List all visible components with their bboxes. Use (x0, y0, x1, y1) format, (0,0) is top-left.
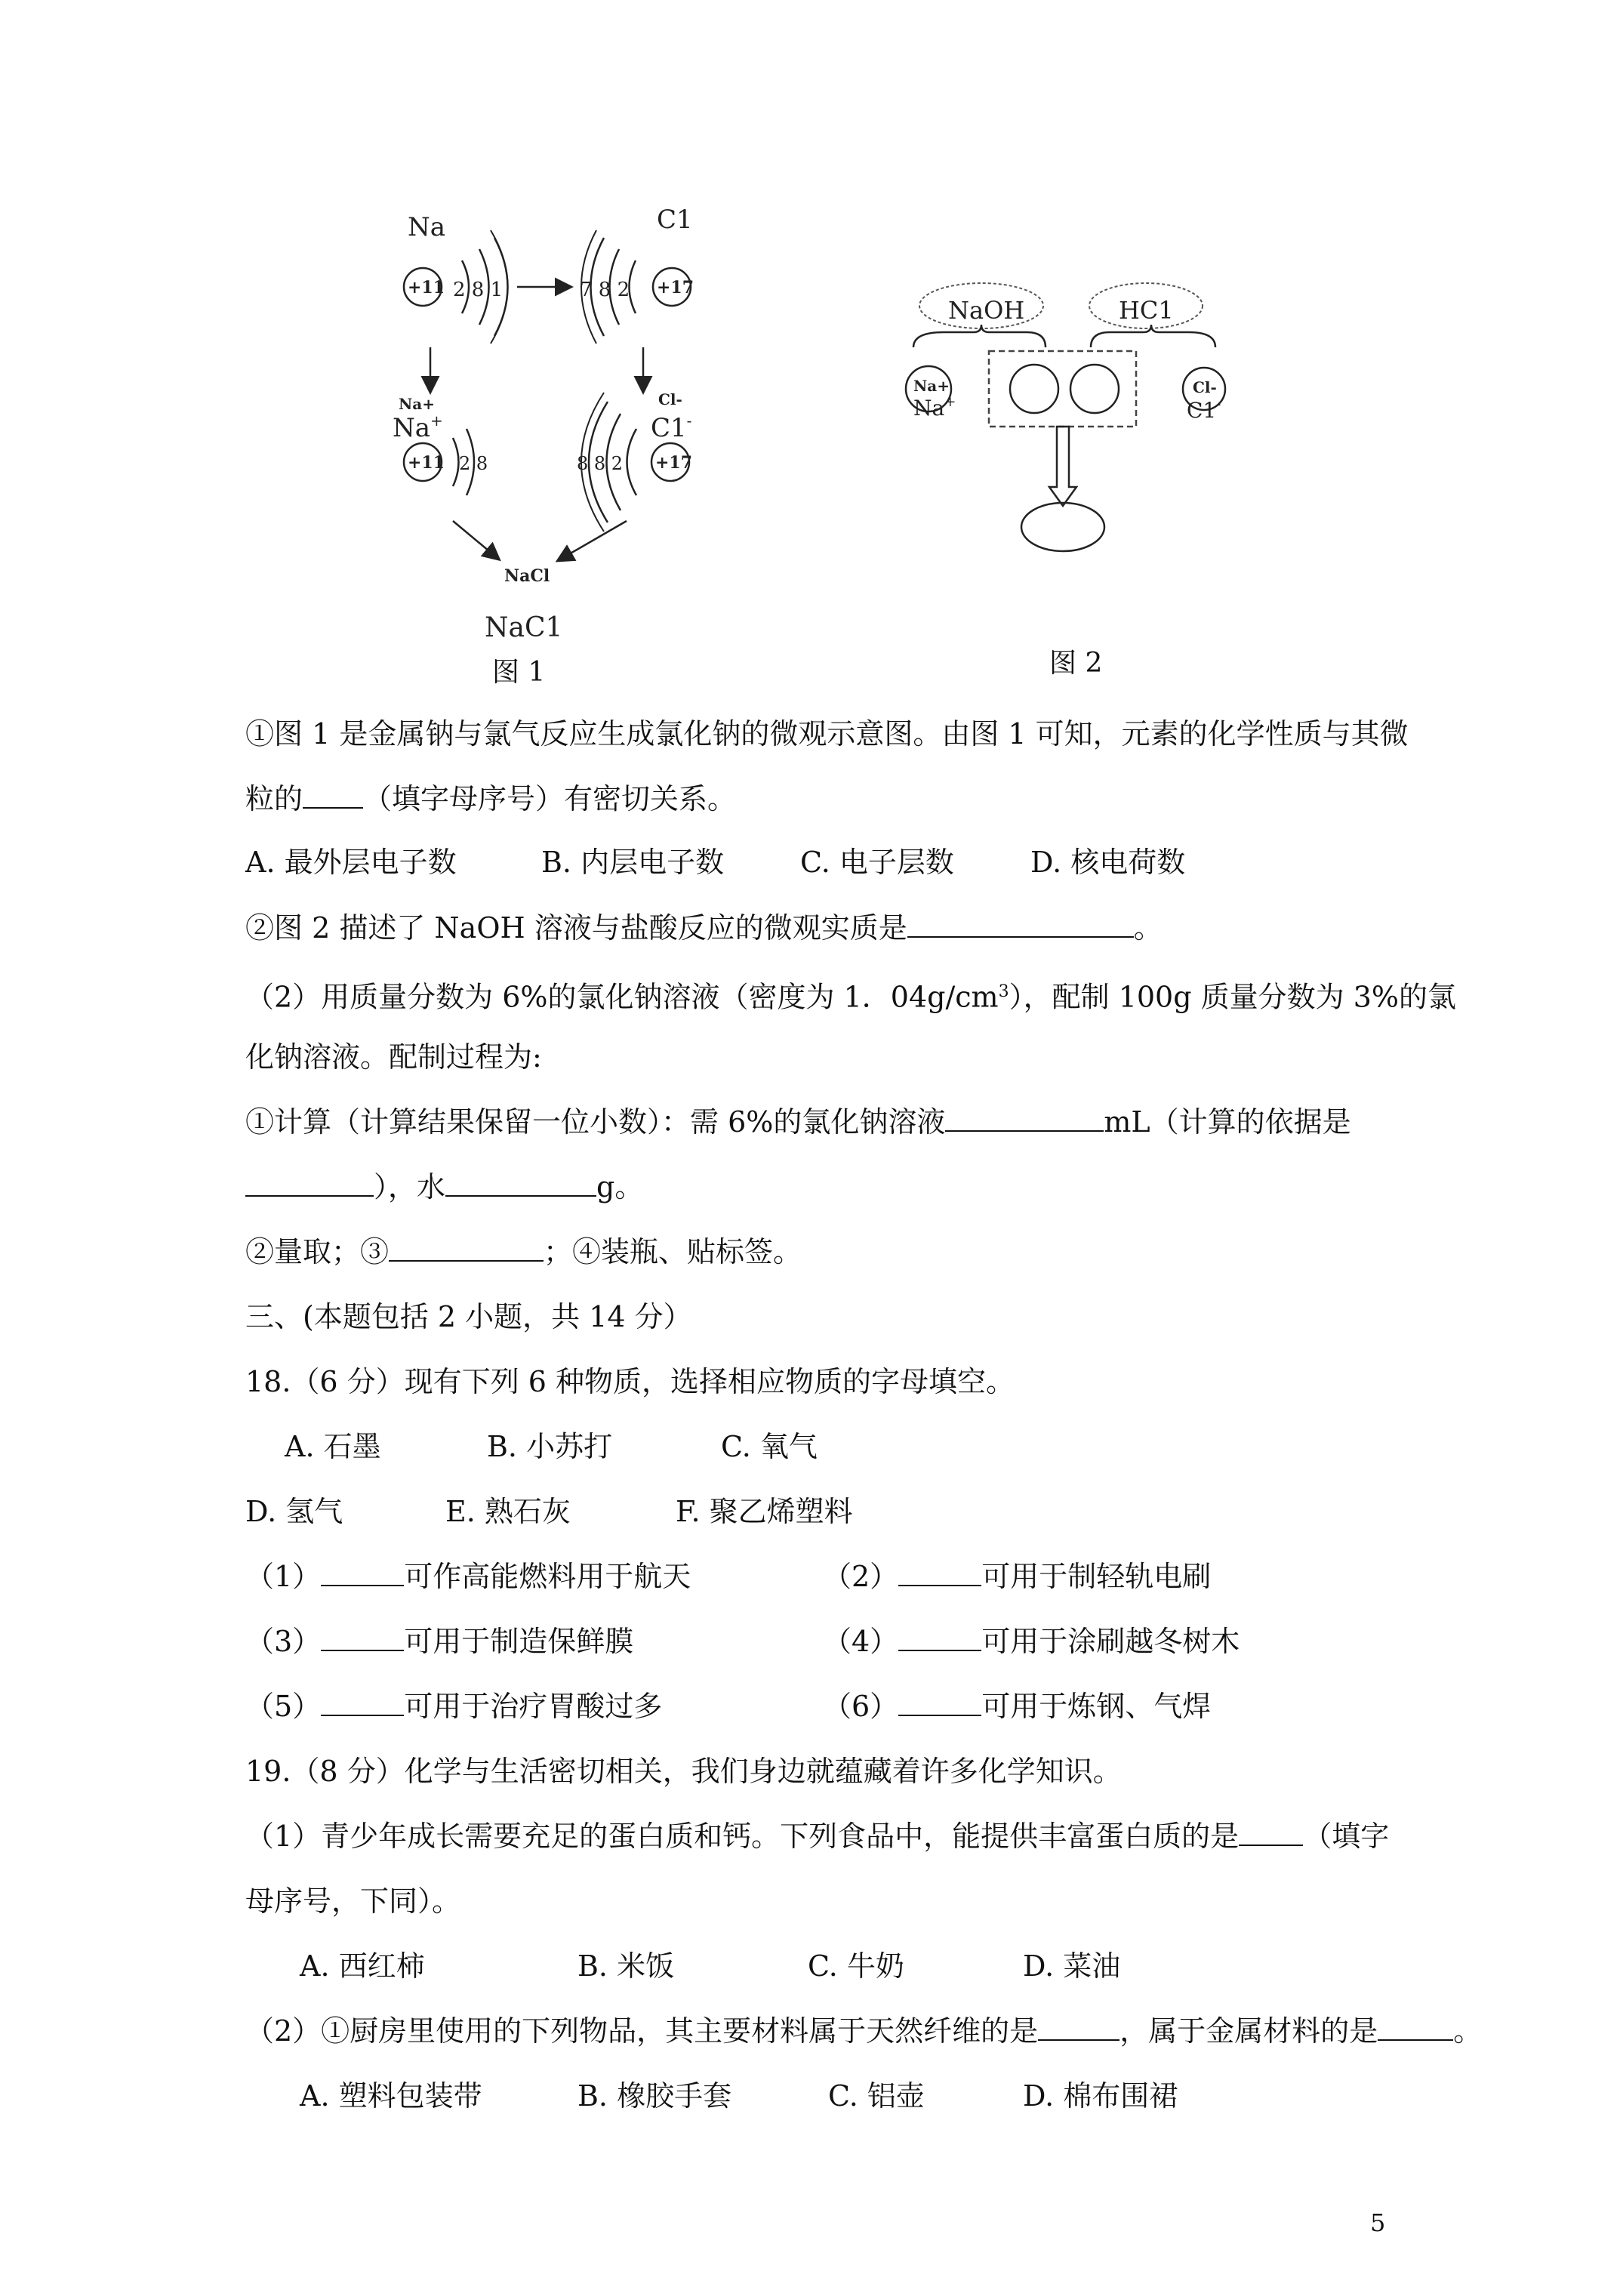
cl-ion-to-product-arrow (559, 521, 627, 560)
q18-item: （3） 可用于制造保鲜膜 (245, 1625, 634, 1658)
na-ion-shell-arc (453, 438, 459, 486)
answer-blank[interactable] (898, 1626, 981, 1651)
option: D. 菜油 (1023, 1949, 1121, 1983)
answer-blank[interactable] (945, 1106, 1104, 1132)
answer-blank[interactable] (321, 1561, 404, 1586)
option: C. 氧气 (721, 1430, 818, 1463)
hydroxide-ion-circle (1010, 365, 1058, 413)
cl-ion-label: C1- (1187, 396, 1221, 423)
figure-2-diagram (883, 272, 1261, 559)
na-shell-electrons: 2 8 1 (453, 279, 504, 301)
answer-blank[interactable] (245, 1171, 374, 1197)
na-ion-small-label: Na+ (913, 377, 950, 395)
option: A. 西红柿 (300, 1949, 425, 1983)
q18-item: （6） 可用于炼钢、气焊 (823, 1690, 1212, 1723)
answer-blank[interactable] (321, 1626, 404, 1651)
q18-item: （4） 可用于涂刷越冬树木 (823, 1625, 1240, 1658)
option: C. 电子层数 (800, 846, 954, 879)
na-ion-shell-electrons: 2 8 (459, 453, 488, 474)
option: A. 石墨 (285, 1430, 381, 1463)
question-line: 母序号，下同）。 (245, 1885, 461, 1918)
option: B. 小苏打 (487, 1430, 613, 1463)
answer-blank[interactable] (445, 1171, 596, 1197)
option: C. 铝壶 (828, 2079, 925, 2113)
section-heading: 三、(本题包括 2 小题，共 14 分） (245, 1300, 692, 1333)
na-label: Na (408, 212, 446, 242)
option: D. 核电荷数 (1030, 846, 1186, 879)
product-small-label: NaCl (504, 566, 550, 586)
naoh-brace (913, 325, 1046, 347)
question-line: ），水 g。 (245, 1169, 643, 1205)
answer-blank[interactable] (898, 1690, 981, 1716)
answer-blank[interactable] (898, 1561, 981, 1586)
figure-2-caption: 图 2 (1049, 648, 1103, 679)
question-line: （2）①厨房里使用的下列物品，其主要材料属于天然纤维的是 ，属于金属材料的是 。 (245, 2014, 1483, 2048)
answer-blank[interactable] (1038, 2015, 1119, 2041)
q18-item: （2） 可用于制轻轨电刷 (823, 1560, 1212, 1593)
cl-ion-label: C1- (651, 411, 692, 443)
na-nucleus-charge: +11 (408, 278, 445, 297)
question-line: （1）青少年成长需要充足的蛋白质和钙。下列食品中，能提供丰富蛋白质的是 （填字 (245, 1820, 1390, 1853)
option: A. 最外层电子数 (245, 846, 457, 879)
option: D. 棉布围裙 (1023, 2079, 1178, 2113)
na-ion-label: Na+ (913, 394, 956, 421)
cl-shell-electrons: 7 8 2 (580, 279, 630, 301)
option: D. 氢气 (245, 1495, 343, 1528)
na-ion-nucleus-charge: +11 (408, 453, 445, 473)
water-product-oval (1021, 503, 1104, 551)
question-line: （2）用质量分数为 6%的氯化钠溶液（密度为 1．$04g/cm^3$），配制 100g 质量分数为 3%的氯 (245, 980, 1456, 1014)
page-number: 5 (1370, 2208, 1386, 2237)
answer-blank[interactable] (303, 783, 363, 809)
answer-blank[interactable] (389, 1236, 544, 1262)
q18-item: （1） 可作高能燃料用于航天 (245, 1560, 691, 1593)
option: B. 内层电子数 (541, 846, 725, 879)
question-line: ②量取；③ ；④装瓶、贴标签。 (245, 1235, 802, 1268)
question-18-stem: 18.（6 分）现有下列 6 种物质，选择相应物质的字母填空。 (245, 1365, 1015, 1398)
option: C. 牛奶 (808, 1949, 904, 1983)
na-ion-label: Na+ (393, 411, 443, 443)
q18-item: （5） 可用于治疗胃酸过多 (245, 1690, 663, 1723)
question-line: ①图 1 是金属钠与氯气反应生成氯化钠的微观示意图。由图 1 可知，元素的化学性质与其微 (245, 717, 1409, 750)
cl-ion-shell-arc (627, 429, 637, 495)
product-label: NaC1 (485, 612, 563, 643)
hydrogen-ion-circle (1070, 365, 1119, 413)
cl-nucleus-charge: +17 (657, 278, 694, 297)
hcl-label: HC1 (1119, 296, 1174, 325)
question-line: 粒的 （填字母序号）有密切关系。 (245, 782, 737, 815)
question-line: ①计算（计算结果保留一位小数）：需 6%的氯化钠溶液 mL（计算的依据是 (245, 1105, 1351, 1139)
cl-ion-small-label: Cl- (658, 390, 682, 408)
option: B. 橡胶手套 (577, 2079, 732, 2113)
cl-ion-shell-electrons: 8 8 2 (577, 453, 624, 474)
na-ion-small-label: Na+ (399, 395, 435, 413)
question-line: ②图 2 描述了 NaOH 溶液与盐酸反应的微观实质是 。 (245, 911, 1163, 945)
option: F. 聚乙烯塑料 (676, 1495, 853, 1528)
hcl-brace (1091, 325, 1215, 347)
cl-label: C1 (657, 205, 693, 235)
question-line: 化钠溶液。配制过程为: (245, 1040, 542, 1074)
option: B. 米饭 (577, 1949, 675, 1983)
figure-1-caption: 图 1 (492, 657, 546, 688)
cl-ion-nucleus-charge: +17 (655, 453, 693, 473)
answer-blank[interactable] (1378, 2015, 1453, 2041)
product-arrow (1049, 427, 1076, 506)
cl-shell-arc (630, 260, 636, 313)
answer-blank[interactable] (1239, 1820, 1303, 1846)
option: A. 塑料包装带 (300, 2079, 482, 2113)
option: E. 熟石灰 (445, 1495, 571, 1528)
figure-1-diagram (377, 189, 725, 672)
answer-blank[interactable] (907, 912, 1134, 938)
na-ion-to-product-arrow (453, 521, 498, 559)
question-19-stem: 19.（8 分）化学与生活密切相关，我们身边就蕴藏着许多化学知识。 (245, 1755, 1122, 1788)
cl-ion-small-label: Cl- (1193, 378, 1217, 396)
answer-blank[interactable] (321, 1690, 404, 1716)
naoh-label: NaOH (948, 296, 1025, 325)
